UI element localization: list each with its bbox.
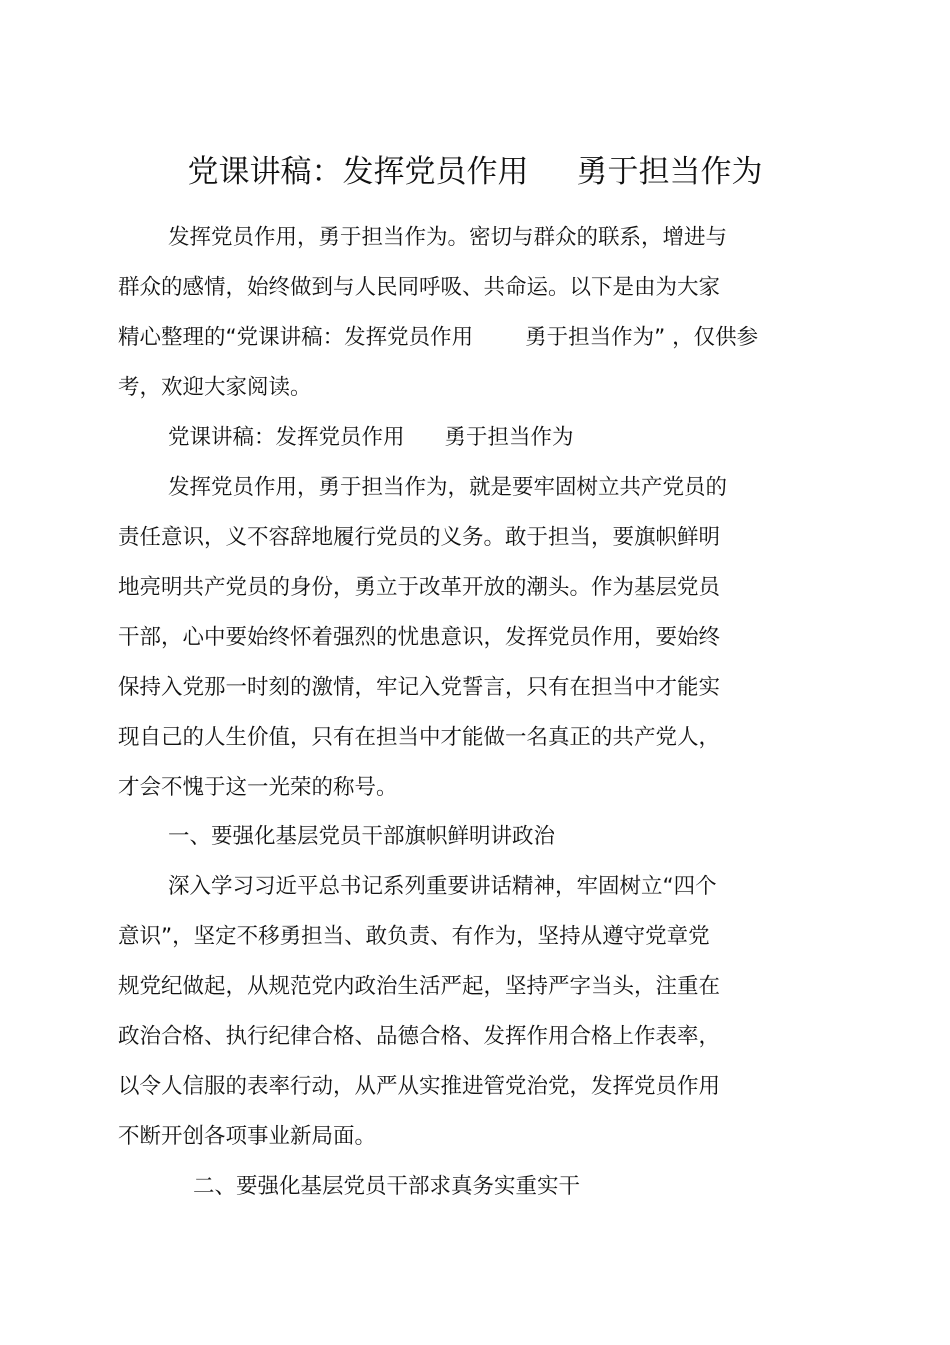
title-part-2: 勇于担当作为	[576, 154, 763, 190]
para2-line-3: 规党纪做起，从规范党内政治生活严起，坚持严字当头，注重在	[118, 974, 721, 999]
para2-line-6: 不断开创各项事业新局面。	[118, 1124, 377, 1149]
para1-line-3: 地亮明共产党员的身份，勇立于改革开放的潮头。作为基层党员	[118, 575, 721, 600]
section-heading-2: 二、要强化基层党员干部求真务实重实干	[193, 1174, 581, 1199]
para2-line-4: 政治合格、执行纪律合格、品德合格、发挥作用合格上作表率，	[118, 1024, 721, 1049]
intro-line-1: 发挥党员作用，勇于担当作为。密切与群众的联系，增进与	[168, 225, 728, 250]
intro-line-4: 考，欢迎大家阅读。	[118, 375, 312, 400]
para1-line-4: 干部，心中要始终怀着强烈的忧患意识，发挥党员作用，要始终	[118, 625, 721, 650]
para1-line-7: 才会不愧于这一光荣的称号。	[118, 775, 398, 800]
subtitle-part-1: 党课讲稿：发挥党员作用	[168, 425, 405, 450]
intro-line-3-part-2: 勇于担当作为” ，仅供参	[525, 325, 759, 350]
para1-line-6: 现自己的人生价值，只有在担当中才能做一名真正的共产党人，	[118, 725, 721, 750]
subtitle	[168, 423, 574, 453]
para2-line-5: 以令人信服的表率行动，从严从实推进管党治党，发挥党员作用	[118, 1074, 721, 1099]
para1-line-2: 责任意识，义不容辞地履行党员的义务。敢于担当，要旗帜鲜明	[118, 525, 721, 550]
intro-line-2: 群众的感情，始终做到与人民同呼吸、共命运。以下是由为大家	[118, 275, 721, 300]
para1-line-5: 保持入党那一时刻的激情，牢记入党誓言，只有在担当中才能实	[118, 675, 721, 700]
subtitle-part-2: 勇于担当作为	[444, 425, 574, 450]
intro-line-3	[118, 323, 758, 353]
para2-line-2: 意识”，坚定不移勇担当、敢负责、有作为，坚持从遵守党章党	[118, 924, 710, 949]
page-title	[0, 150, 950, 194]
title-part-1: 党课讲稿：发挥党员作用	[187, 154, 529, 190]
para2-line-1: 深入学习习近平总书记系列重要讲话精神，牢固树立“四个	[168, 874, 717, 899]
section-heading-1: 一、要强化基层党员干部旗帜鲜明讲政治	[168, 824, 556, 849]
intro-line-3-part-1: 精心整理的“党课讲稿：发挥党员作用	[118, 325, 474, 350]
para1-line-1: 发挥党员作用，勇于担当作为，就是要牢固树立共产党员的	[168, 475, 728, 500]
